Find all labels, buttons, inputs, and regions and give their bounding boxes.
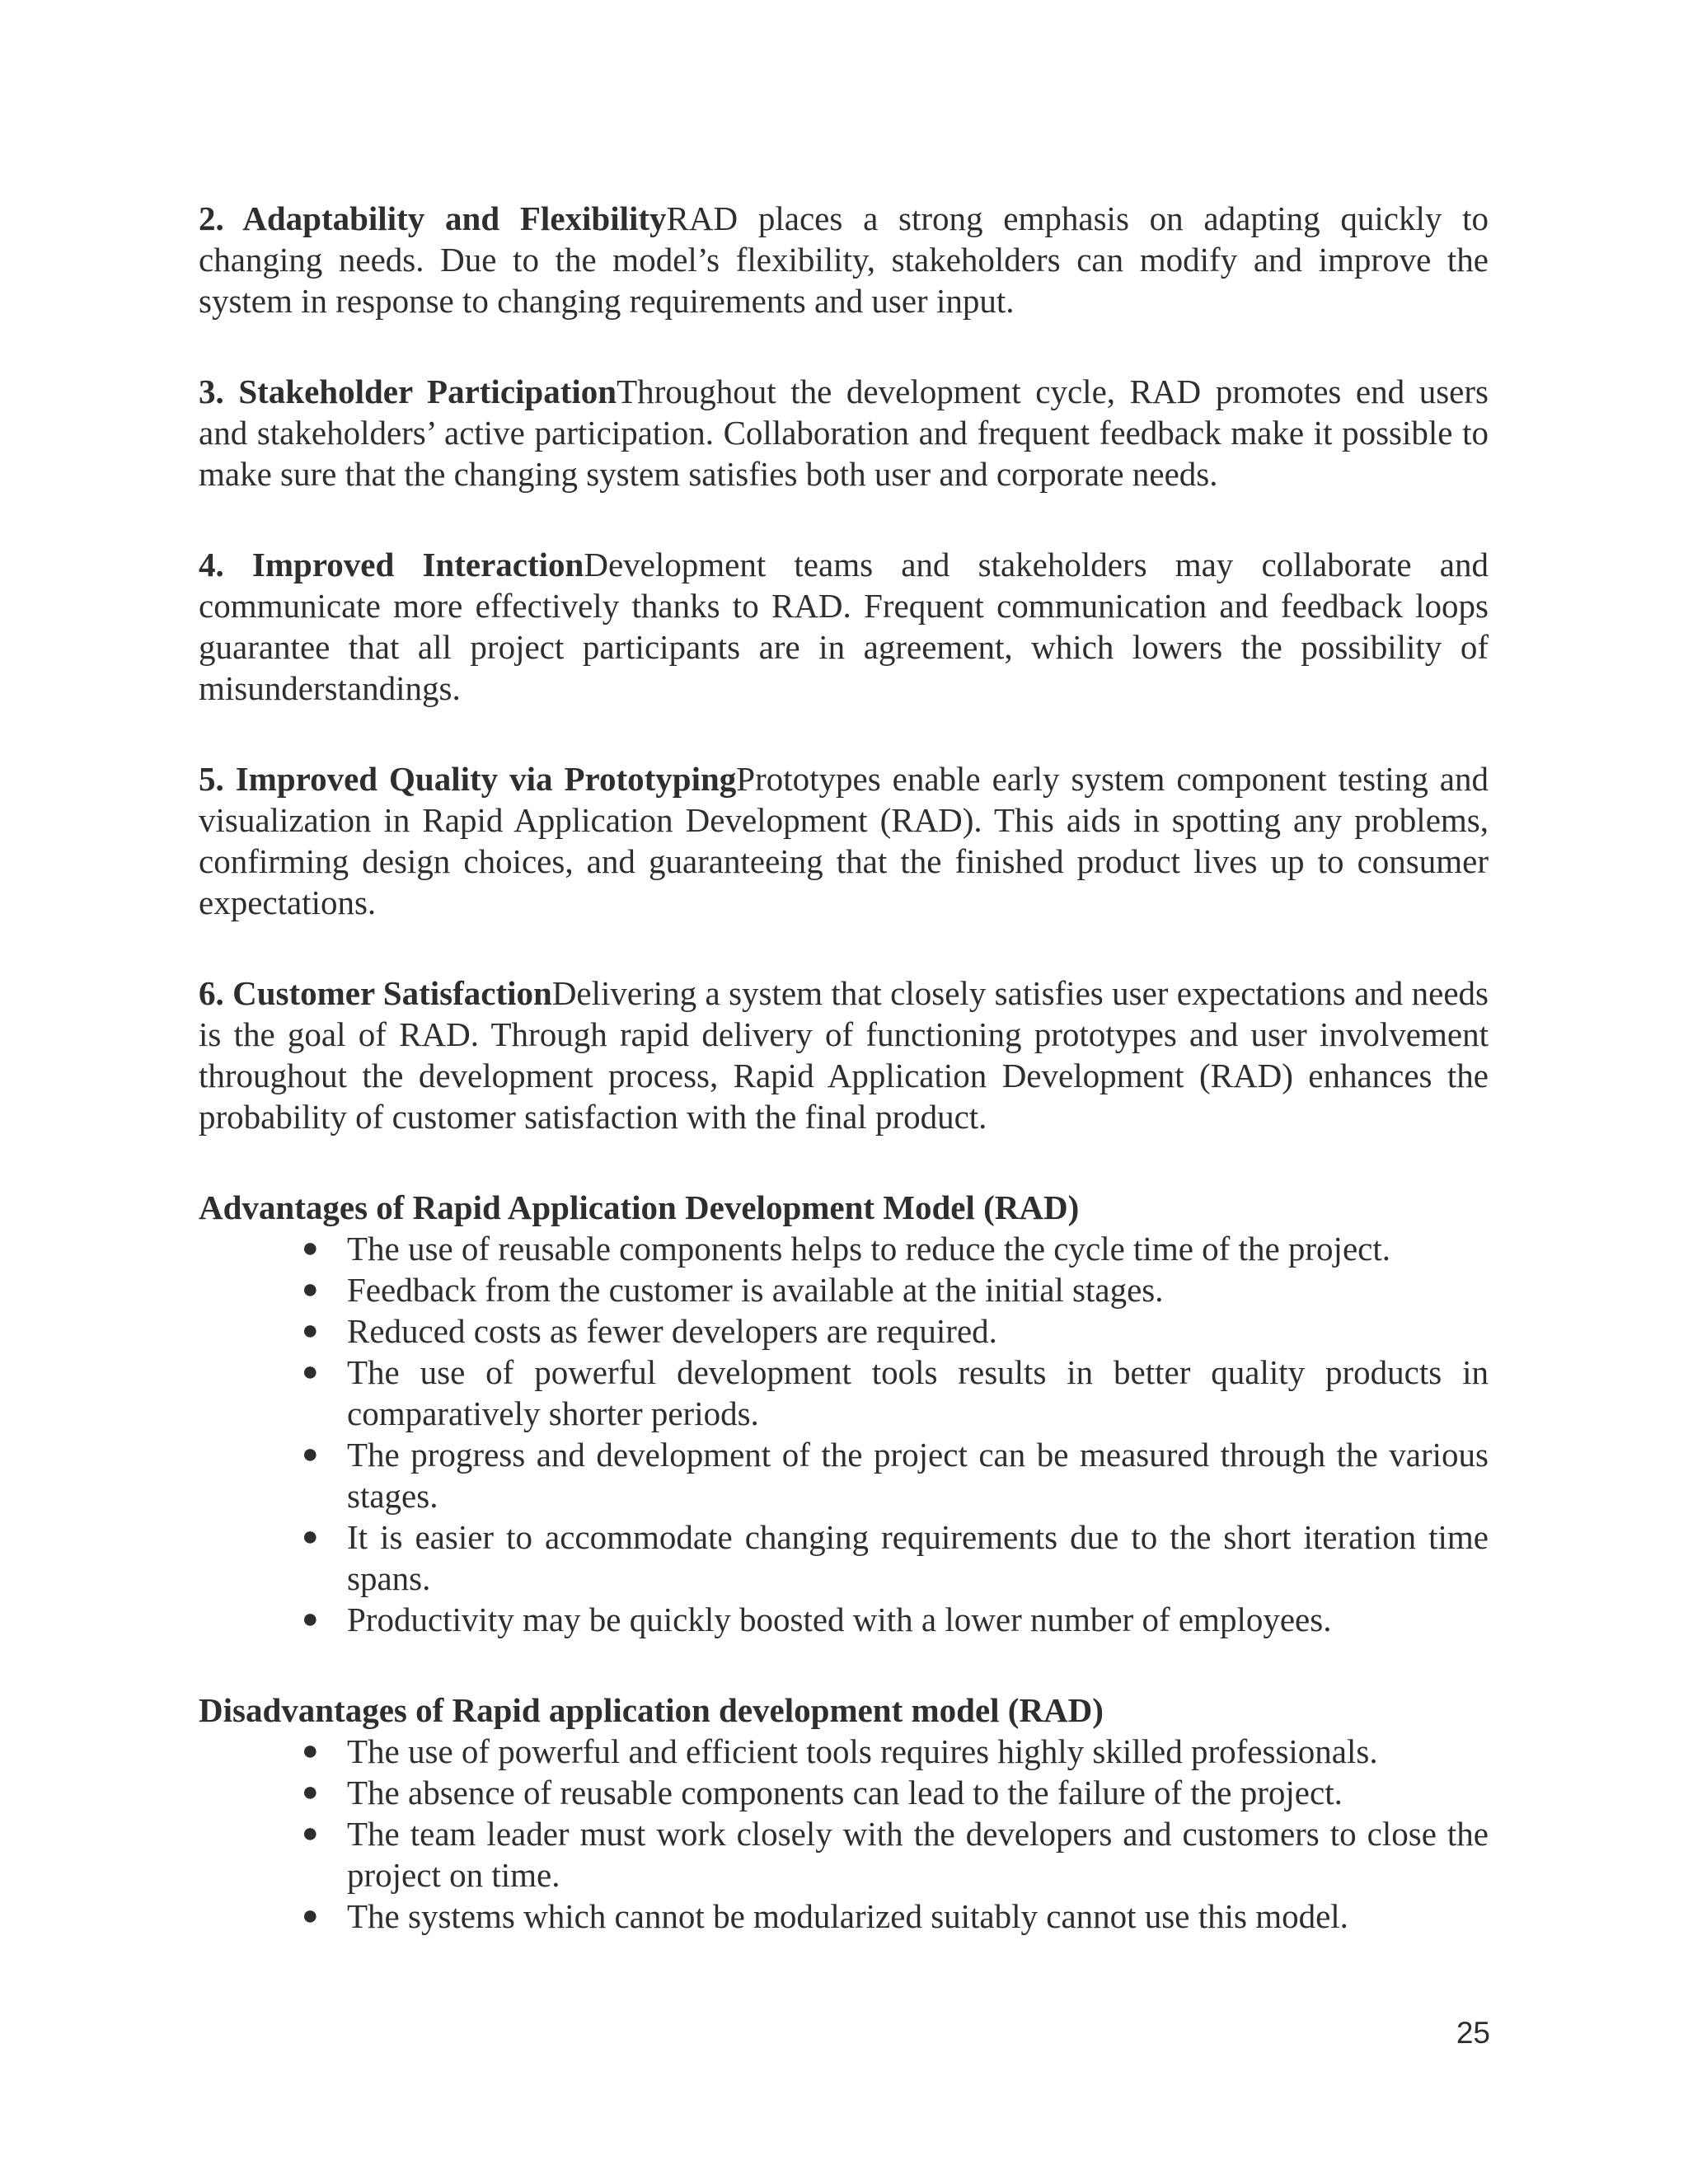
list-item-text: Reduced costs as fewer developers are required. bbox=[347, 1312, 997, 1350]
list-item bbox=[199, 1896, 1489, 1937]
paragraph-lead: 6. Customer Satisfaction bbox=[199, 974, 552, 1012]
list-item-text: It is easier to accommodate changing requirements due to the short iteration time spans. bbox=[347, 1518, 1489, 1597]
bullet-icon: ● bbox=[302, 1604, 319, 1634]
list-item bbox=[199, 1434, 1489, 1516]
bullet-icon: ● bbox=[302, 1233, 319, 1263]
list-item bbox=[199, 1772, 1489, 1813]
list-item bbox=[199, 1731, 1489, 1772]
list-item-text: The absence of reusable components can lead to the failure of the project. bbox=[347, 1774, 1343, 1811]
paragraph-adaptability bbox=[199, 198, 1489, 321]
advantages-heading: Advantages of Rapid Application Development Model (RAD) bbox=[199, 1188, 1080, 1226]
document-body bbox=[199, 198, 1489, 1986]
list-item-text: The systems which cannot be modularized suitably cannot use this model. bbox=[347, 1897, 1348, 1935]
list-item-text: The team leader must work closely with the developers and customers to close the project on time. bbox=[347, 1815, 1489, 1894]
list-item-text: The use of powerful development tools results in better quality products in comparatively shorter periods. bbox=[347, 1353, 1489, 1432]
paragraph-text: Development teams and stakeholders may collaborate and communicate more effectively thanks to RAD. Frequent communication and feedback loops guarantee that all project participants are in agreement, which lowers the possibility of misunderstandings. bbox=[199, 546, 1489, 707]
advantages-list bbox=[199, 1228, 1489, 1640]
list-item bbox=[199, 1813, 1489, 1896]
bullet-icon: ● bbox=[302, 1900, 319, 1931]
list-item-text: The use of powerful and efficient tools requires highly skilled professionals. bbox=[347, 1732, 1378, 1770]
bullet-icon: ● bbox=[302, 1818, 319, 1849]
paragraph-text: Prototypes enable early system component testing and visualization in Rapid Application Development (RAD). This aids in spotting any problems, confirming design choices, and guaranteeing that the finished product lives up to consumer expectations. bbox=[199, 760, 1489, 921]
bullet-icon: ● bbox=[302, 1315, 319, 1346]
list-item-text: Productivity may be quickly boosted with a lower number of employees. bbox=[347, 1601, 1332, 1638]
bullet-icon: ● bbox=[302, 1357, 319, 1387]
paragraph-improved-interaction bbox=[199, 544, 1489, 709]
list-item-text: The progress and development of the project can be measured through the various stages. bbox=[347, 1436, 1489, 1515]
paragraph-stakeholder-participation bbox=[199, 371, 1489, 494]
list-item-text: Feedback from the customer is available at the initial stages. bbox=[347, 1271, 1164, 1309]
paragraph-lead: 3. Stakeholder Participation bbox=[199, 373, 617, 410]
list-item bbox=[199, 1310, 1489, 1352]
paragraph-improved-quality bbox=[199, 758, 1489, 923]
paragraph-customer-satisfaction bbox=[199, 972, 1489, 1137]
paragraph-lead: 4. Improved Interaction bbox=[199, 546, 584, 583]
list-item bbox=[199, 1352, 1489, 1434]
list-item bbox=[199, 1269, 1489, 1310]
bullet-icon: ● bbox=[302, 1521, 319, 1552]
bullet-icon: ● bbox=[302, 1777, 319, 1807]
bullet-icon: ● bbox=[302, 1274, 319, 1305]
bullet-icon: ● bbox=[302, 1736, 319, 1766]
list-item bbox=[199, 1228, 1489, 1269]
bullet-icon: ● bbox=[302, 1439, 319, 1469]
list-item-text: The use of reusable components helps to reduce the cycle time of the project. bbox=[347, 1230, 1390, 1268]
disadvantages-list bbox=[199, 1731, 1489, 1937]
paragraph-lead: 2. Adaptability and Flexibility bbox=[199, 199, 667, 237]
paragraph-text: Delivering a system that closely satisfies user expectations and needs is the goal of RAD. Through rapid delivery of functioning prototypes and user involvement throughout the development process, Rapid Application Development (RAD) enhances the probability of customer satisfaction with the final product. bbox=[199, 974, 1489, 1136]
list-item bbox=[199, 1599, 1489, 1640]
disadvantages-heading: Disadvantages of Rapid application development model (RAD) bbox=[199, 1691, 1104, 1729]
list-item bbox=[199, 1516, 1489, 1599]
paragraph-text: Throughout the development cycle, RAD promotes end users and stakeholders’ active participation. Collaboration and frequent feedback make it possible to make sure that the changing system satisfies both user and corporate needs. bbox=[199, 373, 1489, 493]
paragraph-text: RAD places a strong emphasis on adapting quickly to changing needs. Due to the model’s flexibility, stakeholders can modify and improve the system in response to changing requirements and user input. bbox=[199, 199, 1489, 320]
paragraph-lead: 5. Improved Quality via Prototyping bbox=[199, 760, 737, 798]
page-number: 25 bbox=[1456, 2016, 1490, 2050]
